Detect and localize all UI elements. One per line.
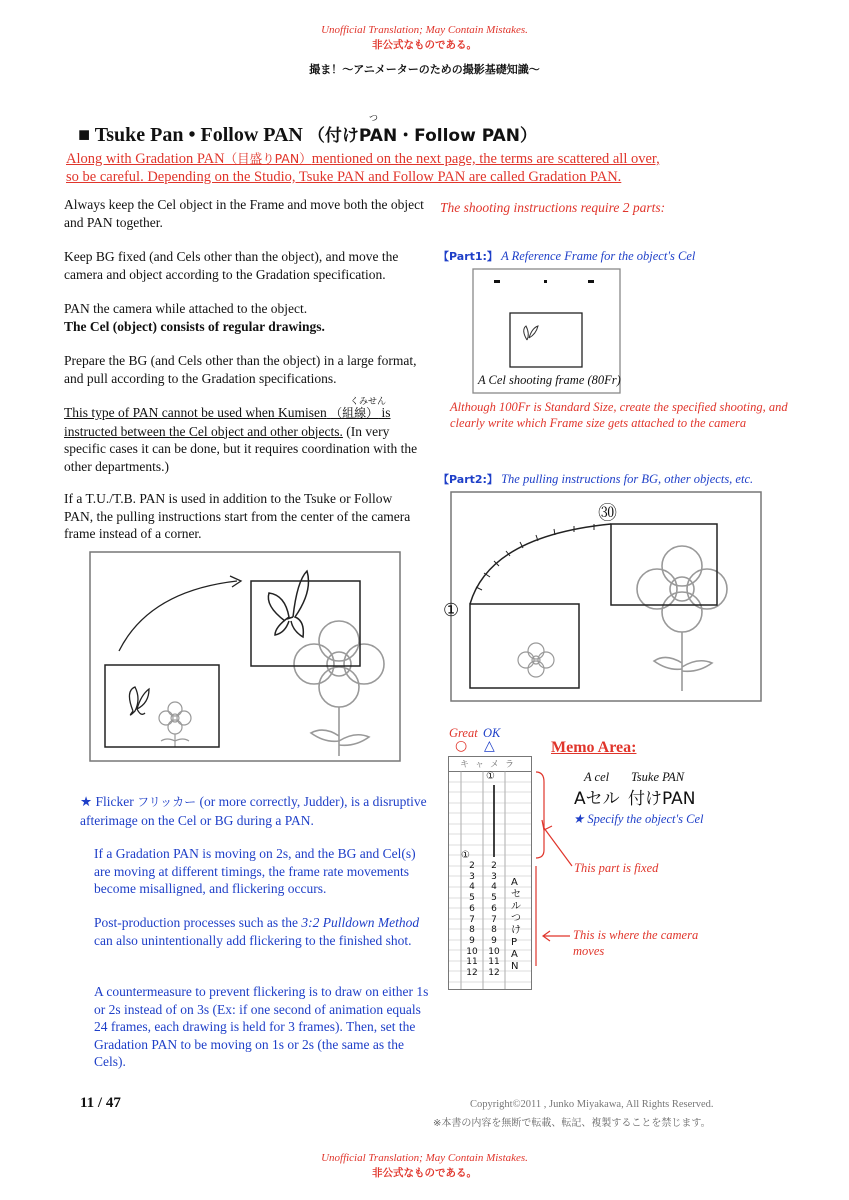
note-2: If a Gradation PAN is moving on 2s, and the BG and Cel(s) are moving at different timings, the frame rate movements become misalligned, and flickering occurs. [94,846,416,896]
vertical-label: Aセルつけ PAN [511,877,521,972]
fixed-arrow [544,828,572,866]
title-jp: （付けPAN・Follow PAN） [307,126,538,146]
para-5-d: (In very specific cases it can be done, but it requires coordination with the other departments.) [64,423,418,474]
note-4: A countermeasure to prevent flickering is to draw on either 1s or 2s instead of on 3s (Ex: if one second of animation equals 24 frames, each drawing is held for 3 frames). Then, set the Gradation PAN to be moving on 1s or 2s (the same as the Cels). [94,984,429,1069]
moves-note: This is where the camera moves [573,928,699,958]
para-2: Keep BG fixed (and Cels other than the object), and move the camera and object according to the Gradation specification. [64,249,399,282]
note-3-b: can also unintentionally add flickering to the finished shot. [94,932,412,948]
tsuke-pan-diagram [89,551,402,763]
para-1: Always keep the Cel object in the Frame and move both the object and PAN together. [64,197,424,230]
title-ruby: つ [369,114,379,124]
triangle-mark: △ [484,738,495,754]
part2-tag: 【Part2:】 [438,473,498,486]
table-mark-top: ① [486,771,495,782]
para-3-bold: The Cel (object) consists of regular drawings. [64,318,325,334]
memo-title: Memo Area: [551,739,637,756]
star-icon: ★ [80,794,93,809]
warning-line1-a: Along with Gradation PAN [66,151,225,167]
para-3 [64,300,424,335]
camera-table [448,756,532,990]
copyright: Copyright©2011 , Junko Miyakawa, All Rights Reserved. [470,1099,714,1110]
part1-heading [438,248,695,264]
para-5-a: This type of PAN cannot be used when Kumisen [64,405,327,420]
part1-text: A Reference Frame for the object's Cel [501,249,696,263]
fixed-bracket [536,772,544,858]
header-disclaimer-jp: 非公式なものである。 [372,39,477,51]
warning-line1-b: mentioned on the next page, the terms are scattered all over, [311,151,660,167]
para-5-b: is [381,405,391,420]
page-number: 11 / 47 [80,1095,121,1111]
copyright-jp: ※本書の内容を無断で転載、転記、複製することを禁じます。 [433,1118,711,1129]
acel-en: A cel [584,770,610,784]
start-mark: ① [443,600,460,621]
part1-caption: A Cel shooting frame (80Fr) [478,373,621,387]
para-3-text: PAN the camera while attached to the object. [64,301,308,316]
para-5 [64,404,424,475]
note-1-b: (or more correctly, Judder), is a disruptive afterimage on the Cel or BG during a PAN. [80,794,427,828]
part2-text: The pulling instructions for BG, other objects, etc. [501,472,754,486]
flicker-note [80,793,430,829]
tsuke-jp: 付けPAN [628,789,696,809]
fixed-note: This part is fixed [574,861,659,875]
para-5-c: instructed between the Cel object and other objects. [64,423,343,439]
note-1-jp: フリッカー [137,795,197,809]
end-mark: ㉚ [598,502,618,524]
title-bullet: ■ [78,124,91,146]
header-disclaimer-en: Unofficial Translation; May Contain Mistakes. [321,24,528,36]
specify-note: ★ Specify the object's Cel [573,812,704,826]
table-mark-left: ① [461,850,470,861]
camera-table-header: キャメラ [449,757,531,772]
note-3-a: Post-production processes such as the [94,915,298,930]
book-title: 撮ま！～アニメーターのための撮影基礎知識～ [309,63,540,76]
part1-tag: 【Part1:】 [438,250,498,263]
shooting-intro: The shooting instructions require 2 parts: [440,200,666,215]
part1-note: Although 100Fr is Standard Size, create the specified shooting, and clearly write which Frame size gets attached to the camera [450,400,788,430]
warning-line1-jp: （目盛りPAN） [224,151,312,166]
footer-disclaimer-en: Unofficial Translation; May Contain Mistakes. [321,1152,528,1164]
warning-text [66,150,766,186]
note-1-a: Flicker [95,794,134,809]
peg-left [494,280,500,283]
warning-line2: so be careful. Depending on the Studio, Tsuke PAN and Follow PAN are called Gradation PAN. [66,169,622,185]
note-3 [94,914,430,949]
ok-label: OK [483,726,501,740]
page-title [78,121,537,147]
para-5-jp: （組線） [330,406,379,420]
frame-numbers-col1: 2 3 4 5 6 7 8 9 10 11 12 [466,861,478,979]
note-3-italic: 3:2 Pulldown Method [301,915,420,930]
bg-frame [90,552,400,761]
tsuke-en: Tsuke PAN [631,770,685,784]
frame-numbers-col2: 2 3 4 5 6 7 8 9 10 11 12 [488,861,500,979]
para-4: Prepare the BG (and Cels other than the object) in a large format, and pull according to the Gradation specifications. [64,353,417,386]
para-6: If a T.U./T.B. PAN is used in addition to the Tsuke or Follow PAN, the pulling instructions start from the center of the camera frame instead of a corner. [64,491,411,541]
peg-center [544,280,547,283]
part2-heading [438,471,753,487]
kumisen-ruby: くみせん [350,397,387,407]
circle-mark: ○ [455,738,468,754]
peg-right [588,280,594,283]
title-en: Tsuke Pan • Follow PAN [94,124,303,146]
footer-disclaimer-jp: 非公式なものである。 [372,1167,477,1179]
acel-jp: Aセル [574,789,620,809]
great-label: Great [449,726,478,740]
